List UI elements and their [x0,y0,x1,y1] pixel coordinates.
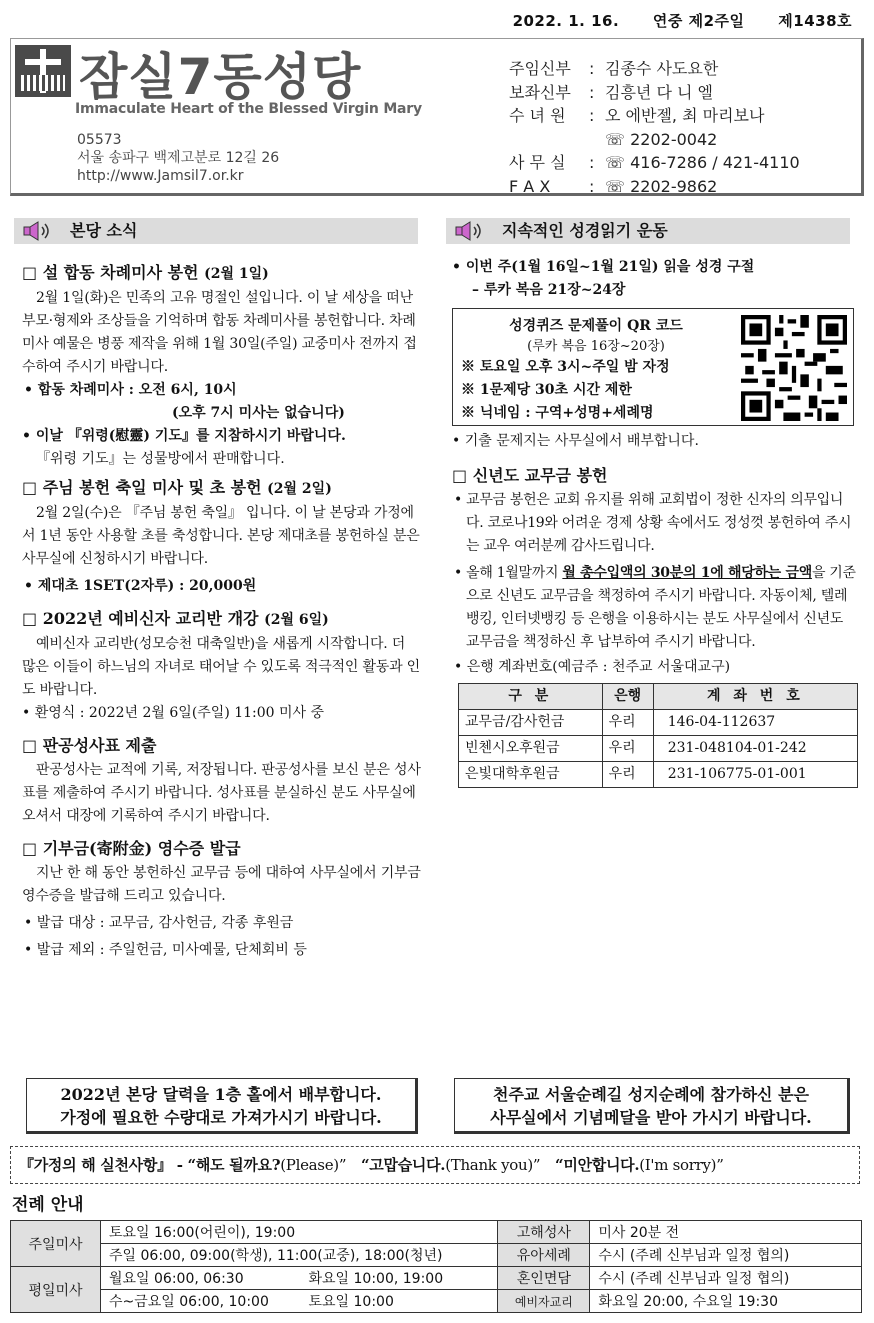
quiz-box [452,308,854,426]
table-row: 주일 06:00, 09:00(학생), 11:00(교중), 18:00(청년) 유아세례 수시 (주례 신부님과 일정 협의) [11,1244,862,1267]
left-column [22,256,422,962]
church-address [77,131,279,185]
staff-row: ☏ 2202-0042 [605,129,718,149]
staff-row: 사 무 실 : ☏ 416-7286 / 421-4110 [509,153,800,172]
section-title: 본당 소식 [70,221,138,240]
article-body: • 교무금 봉헌은 교회 유지를 위해 교회법이 정한 신자의 의무입니다. 코로나19와 어려운 경제 상황 속에서도 정성껏 봉헌하여 주시는 교우 여러분께 감사드립니다. [454,492,852,554]
staff-list [509,57,800,198]
bullet-item: • 환영식 : 2022년 2월 6일(주일) 11:00 미사 중 [22,705,325,721]
column-header: 계 좌 번 호 [653,684,857,710]
staff-row: F A X : ☏ 2202-9862 [509,176,718,196]
dateline [513,10,852,31]
table-header-row [459,684,858,710]
speaker-icon [454,221,488,241]
liturgy-title: 전례 안내 [12,1195,84,1215]
liturgy-table [10,1220,862,1313]
bullet-item: • 이날 『위령(慰靈) 기도』를 지참하시기 바랍니다. [22,428,346,444]
church-name: 잠실7동성당 [79,48,362,106]
article-body: 판공성사는 교적에 기록, 저장됩니다. 판공성사를 보신 분은 성사표를 제출하여 주시기 바랍니다. 성사표를 분실하신 분도 사무실에 오셔서 대장에 기록하여 주시기 바랍니다. [22,762,421,824]
table-row: 주일미사 토요일 16:00(어린이), 19:00 고해성사 미사 20분 전 [11,1221,862,1244]
quiz-rule: ※ 닉네임 : 구역+성명+세례명 [461,405,654,421]
bullet-item: • 은행 계좌번호(예금주 : 천주교 서울대교구) [454,659,731,675]
table-row: 빈첸시오후원금 우리 231-048104-01-242 [459,736,858,762]
bullet-item: • 이번 주(1월 16일~1월 21일) 읽을 성경 구절 [452,259,755,275]
quiz-rule: ※ 1문제당 30초 시간 제한 [461,382,632,398]
bullet-item: • 합동 차례미사 : 오전 6시, 10시 [24,382,237,398]
section-header-parish-news [14,218,418,244]
bullet-item: • 기출 문제지는 사무실에서 배부합니다. [452,433,699,449]
right-column [452,256,860,788]
website-link[interactable]: http://www.Jamsil7.or.kr [77,168,244,184]
street-address: 서울 송파구 백제고분로 12길 26 [77,150,280,166]
table-row: 평일미사 월요일 06:00, 06:30 화요일 10:00, 19:00 혼인면담 수시 (주례 신부님과 일정 협의) [11,1267,862,1290]
quiz-title: 성경퀴즈 문제풀이 QR 코드 [509,318,683,334]
article-body: • 올해 1월말까지 월 총수입액의 30분의 1에 해당하는 금액을 기준으로 신년도 교무금을 책정하여 주시기 바랍니다. 자동이체, 텔레뱅킹, 인터넷뱅킹 등 은행을 이용하시는 분도 사무실에서 신년도 교무금을 책정하신 후 납부하여 주시기 바랍니다. [454,565,856,650]
staff-row: 수 녀 원 : 오 에반젤, 최 마리보나 [509,106,765,125]
masthead [10,38,864,196]
article-body: 지난 한 해 동안 봉헌하신 교무금 등에 대하여 사무실에서 기부금 영수증을 발급해 드리고 있습니다. [22,865,421,904]
article-heading: □ 기부금(寄附金) 영수증 발급 [22,839,241,858]
church-logo-icon [15,45,71,97]
article-heading: □ 2022년 예비신자 교리반 개강 (2월 6일) [22,609,329,628]
bullet-note: (오후 7시 미사는 없습니다) [172,405,345,421]
family-year-banner: 『가정의 해 실천사항』 - “해도 될까요?(Please)” “고맙습니다.(Thank you)” “미안합니다.(I'm sorry)” [10,1146,860,1184]
bullet-note: 『위령 기도』는 성물방에서 판매합니다. [36,451,285,467]
article-heading: □ 주님 봉헌 축일 미사 및 초 봉헌 (2월 2일) [22,478,332,497]
table-row: 교무금/감사헌금 우리 146-04-112637 [459,710,858,736]
quiz-rule: ※ 토요일 오후 3시~주일 밤 자정 [461,359,670,375]
staff-row: 주임신부 : 김종수 사도요한 [509,59,719,78]
section-title: 지속적인 성경읽기 운동 [502,221,668,240]
article-body: 2월 2일(수)은 『주님 봉헌 축일』 입니다. 이 날 본당과 가정에서 1년 동안 사용할 초를 축성합니다. 본당 제대초를 봉헌하실 분은 사무실에 신청하시기 바랍니다. [22,505,420,567]
section-header-bible-reading [446,218,850,244]
table-row: 수~금요일 06:00, 10:00 토요일 10:00 예비자교리 화요일 20:00, 수요일 19:30 [11,1290,862,1313]
quiz-range: (루카 복음 16장~20장) [527,339,665,354]
article-body: 2월 1일(화)은 민족의 고유 명절인 설입니다. 이 날 세상을 떠난 부모·형제와 조상들을 기억하며 합동 차례미사를 봉헌합니다. 차례미사 예물은 병풍 제작을 위해 1월 30일(주일) 교중미사 전까지 접수하여 주시기 바랍니다. [22,290,417,375]
article-heading: □ 설 합동 차례미사 봉헌 (2월 1일) [22,263,269,282]
article-heading: □ 판공성사표 제출 [22,736,157,755]
staff-row: 보좌신부 : 김흥년 다 니 엘 [509,82,713,102]
notice-pilgrimage: 천주교 서울순례길 성지순례에 참가하신 분은 사무실에서 기념메달을 받아 가시기 바랍니다. [454,1078,850,1134]
bullet-item: • 발급 제외 : 주일헌금, 미사예물, 단체회비 등 [24,942,307,958]
highlight-text: 월 총수입액의 30분의 1에 해당하는 금액 [562,565,812,581]
qr-code-icon[interactable] [741,315,847,421]
issue-date: 2022. 1. 16. [512,12,620,30]
issue-number: 제1438호 [778,12,852,30]
postcode: 05573 [77,132,122,148]
table-row: 은빛대학후원금 우리 231-106775-01-001 [459,762,858,788]
speaker-icon [22,221,56,241]
notice-calendar: 2022년 본당 달력을 1층 홀에서 배부합니다. 가정에 필요한 수량대로 가져가시기 바랍니다. [26,1078,418,1134]
article-body: 예비신자 교리반(성모승천 대축일반)을 새롭게 시작합니다. 더 많은 이들이 하느님의 자녀로 태어날 수 있도록 적극적인 활동과 인도 바랍니다. [22,636,420,698]
account-table [458,683,858,788]
column-header: 은행 [602,684,653,710]
bullet-item: • 제대초 1SET(2자루) : 20,000원 [24,578,257,594]
bullet-note: – 루카 복음 21장~24장 [472,282,626,298]
bullet-item: • 발급 대상 : 교무금, 감사헌금, 각종 후원금 [24,915,294,931]
column-header: 구 분 [459,684,603,710]
article-heading: □ 신년도 교무금 봉헌 [452,466,608,485]
church-name-en: Immaculate Heart of the Blessed Virgin Mary [75,101,422,117]
liturgical-season: 연중 제2주일 [652,12,745,30]
